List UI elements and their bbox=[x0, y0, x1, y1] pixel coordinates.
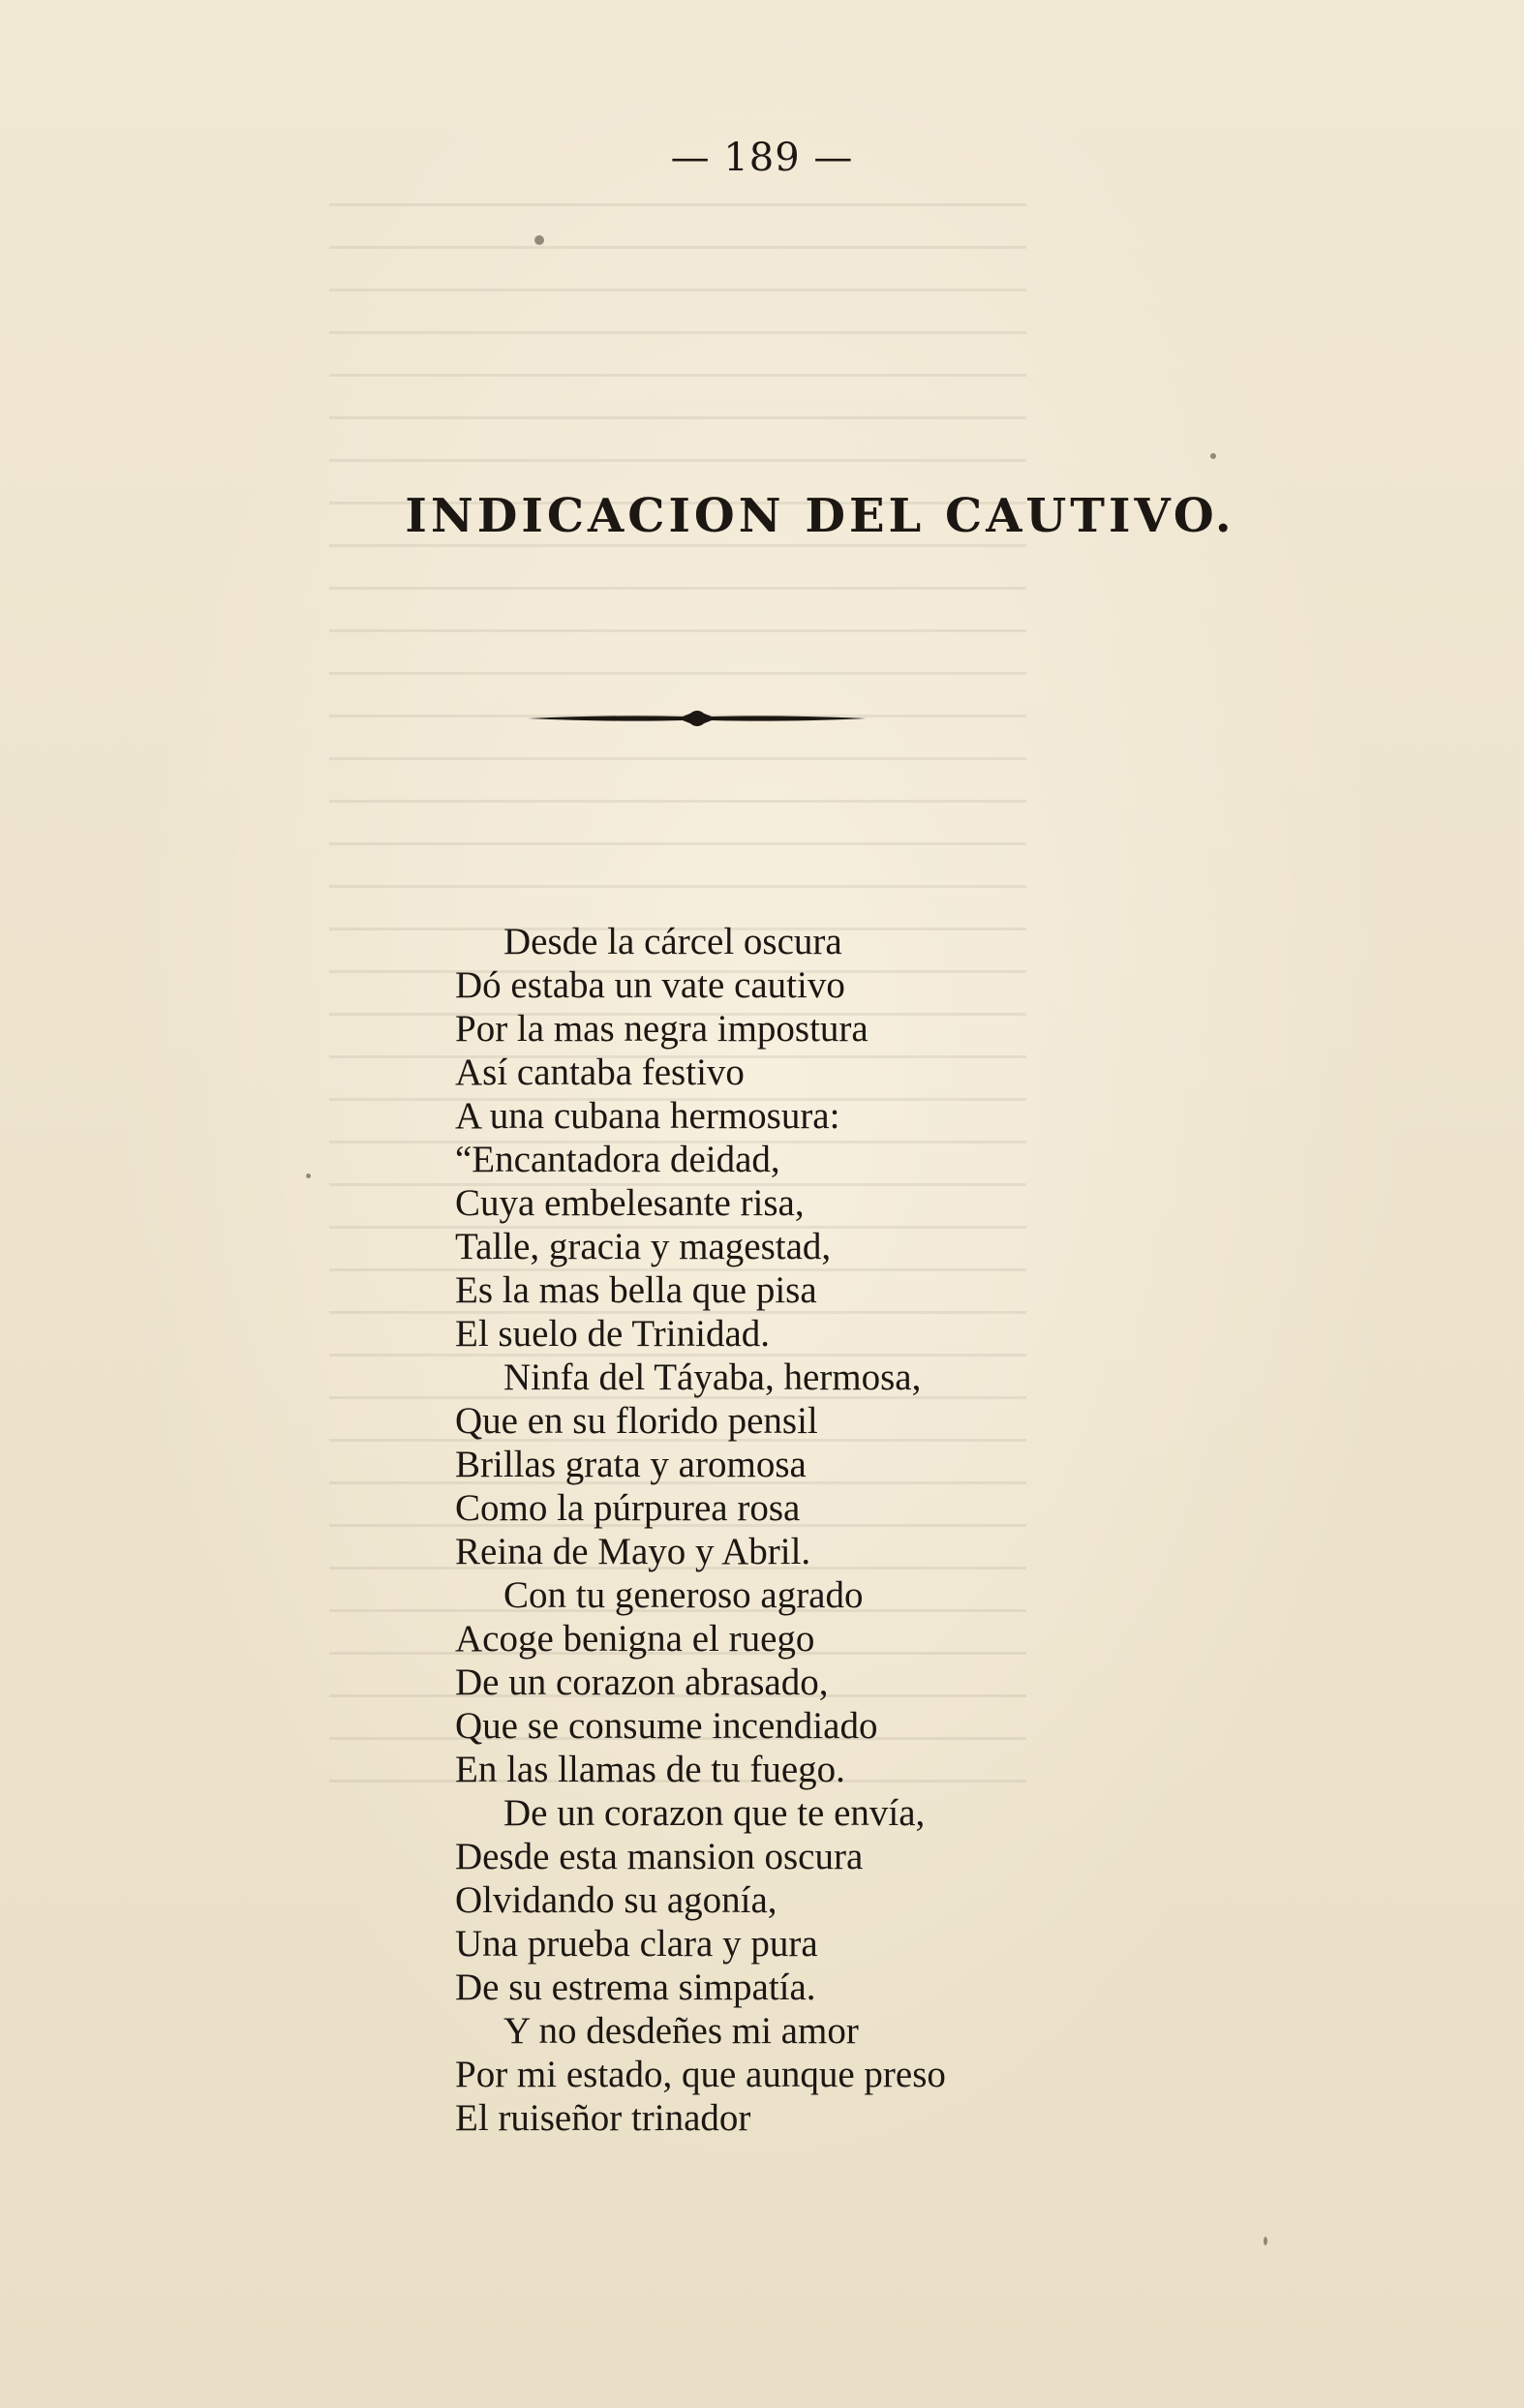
poem-line: Que se consume incendiado bbox=[455, 1705, 878, 1747]
poem-line: Reina de Mayo y Abril. bbox=[455, 1531, 811, 1572]
poem-line: Y no desdeñes mi amor bbox=[503, 2010, 859, 2052]
poem-body bbox=[455, 920, 1133, 2140]
page-number: — 189 — bbox=[670, 136, 854, 180]
paper-speck bbox=[534, 235, 544, 245]
paper-speck bbox=[306, 1174, 311, 1178]
poem-line: Una prueba clara y pura bbox=[455, 1923, 818, 1965]
ornament-divider bbox=[528, 707, 867, 730]
poem-line: Olvidando su agonía, bbox=[455, 1879, 777, 1921]
poem-line: Brillas grata y aromosa bbox=[455, 1444, 807, 1485]
poem-line: Como la púrpurea rosa bbox=[455, 1487, 801, 1529]
poem-line: De un corazon que te envía, bbox=[503, 1792, 926, 1834]
poem-line: “Encantadora deidad, bbox=[455, 1139, 780, 1180]
poem-line: Ninfa del Táyaba, hermosa, bbox=[503, 1356, 922, 1398]
poem-title: INDICACION DEL CAUTIVO. bbox=[405, 489, 1235, 543]
poem-line: Desde esta mansion oscura bbox=[455, 1836, 864, 1877]
poem-line: Talle, gracia y magestad, bbox=[455, 1226, 832, 1267]
poem-line: De su estrema simpatía. bbox=[455, 1966, 816, 2008]
paper-speck bbox=[1210, 453, 1216, 459]
poem-line: El ruiseñor trinador bbox=[455, 2097, 751, 2139]
poem-line: Cuya embelesante risa, bbox=[455, 1182, 805, 1224]
poem-line: Desde la cárcel oscura bbox=[503, 921, 842, 962]
poem-line: Por la mas negra impostura bbox=[455, 1008, 869, 1050]
poem-line: De un corazon abrasado, bbox=[455, 1661, 829, 1703]
paper-speck bbox=[1264, 2237, 1267, 2245]
poem-line: Acoge benigna el ruego bbox=[455, 1618, 815, 1660]
poem-line: Por mi estado, que aunque preso bbox=[455, 2054, 946, 2095]
poem-line: A una cubana hermosura: bbox=[455, 1095, 840, 1137]
poem-line: Con tu generoso agrado bbox=[503, 1574, 864, 1616]
poem-line: Así cantaba festivo bbox=[455, 1052, 745, 1093]
poem-line: Dó estaba un vate cautivo bbox=[455, 964, 845, 1006]
poem-line: Que en su florido pensil bbox=[455, 1400, 818, 1442]
poem-line: Es la mas bella que pisa bbox=[455, 1269, 817, 1311]
poem-line: El suelo de Trinidad. bbox=[455, 1313, 771, 1355]
poem-line: En las llamas de tu fuego. bbox=[455, 1749, 845, 1790]
